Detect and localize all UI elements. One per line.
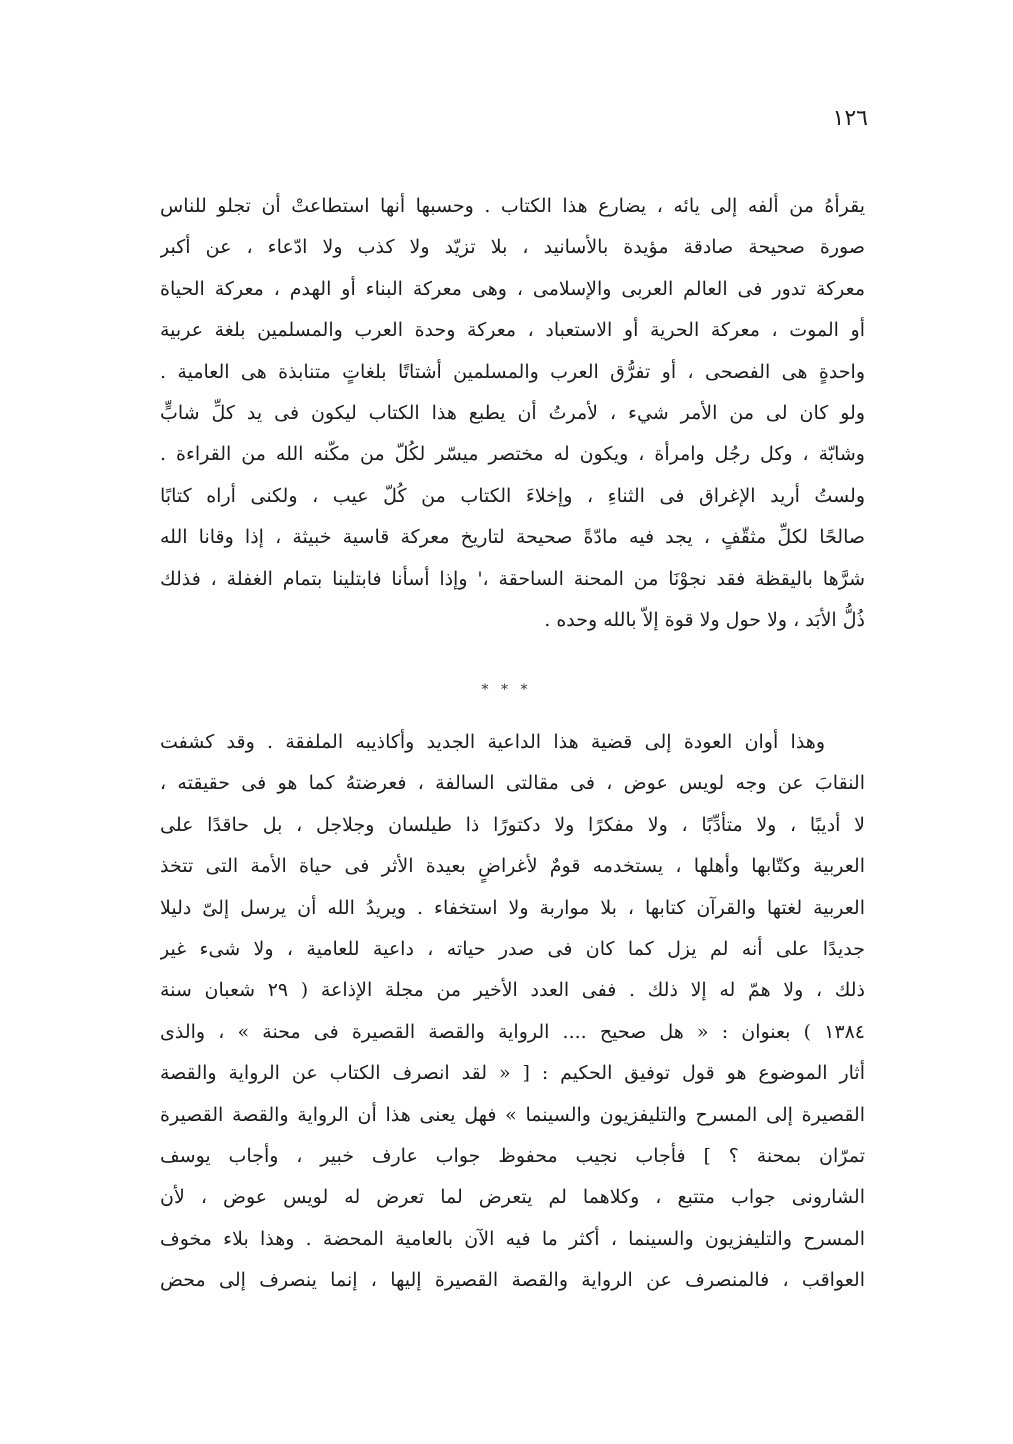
text-line: ذلك ، ولا همّ له إلا ذلك . ففى العدد الأخير من مجلة الإذاعة ( ٢٩ شعبان سنة [160,979,865,1002]
paragraph-1 [160,186,865,641]
text-line: لا أديبًا ، ولا متأدِّبًا ، ولا مفكرًا ولا دكتورًا ذا طيلسان وجلاجل ، بل حاقدًا على [160,813,865,836]
text-line: أثار الموضوع هو قول توفيق الحكيم : [ « لقد انصرف الكتاب عن الرواية والقصة [160,1062,865,1085]
text-line: صالحًا لكلِّ مثقّفٍ ، يجد فيه مادّةً صحيحة لتاريخ معركة قاسية خبيثة ، إذا وقانا الله [160,526,865,549]
text-line: جديدًا على أنه لم يزل كما كان فى صدر حياته ، داعية للعامية ، ولا شىء غير [160,937,865,960]
paragraph-2 [160,722,865,1301]
text-line: وشابّة ، وكل رجُل وامرأة ، ويكون له مختصر ميسّر لكُلّ من مكّنه الله من القراءة . [160,443,865,466]
text-line: وهذا أوان العودة إلى قضية هذا الداعية الجديد وأكاذيبه الملفقة . وقد كشفت [160,731,825,753]
text-line: شرَّها باليقظة فقد نجوْنَا من المحنة الساحقة ،' وإذا أسأنا فابتلينا بتمام الغفلة ، فذلك [160,567,865,590]
text-line: النقابَ عن وجه لويس عوض ، فى مقالتى السالفة ، فعرضتهُ كما هو فى حقيقته ، [160,772,865,795]
text-line: صورة صحيحة صادقة مؤيدة بالأسانيد ، بلا تزيّد ولا كذب ولا ادّعاء ، عن أكبر [160,236,865,259]
text-line: ذُلُّ الأبَد ، ولا حول ولا قوة إلاّ بالله وحده . [544,608,865,631]
text-line: العربية وكتّابها وأهلها ، يستخدمه قومٌ لأغراضٍ بعيدة الأثر فى حياة الأمة التى تتخذ [160,855,865,878]
text-line: القصيرة إلى المسرح والتليفزيون والسينما » فهل يعنى هذا أن الرواية والقصة القصيرة [160,1103,865,1126]
text-line: العربية لغتها والقرآن كتابها ، بلا مواربة ولا استخفاء . ويريدُ الله أن يرسل إلىّ دليلا [160,896,865,919]
section-separator: * * * [481,682,532,698]
text-line: المسرح والتليفزيون والسينما ، أكثر ما فيه الآن بالعامية المحضة . وهذا بلاء مخوف [160,1227,865,1250]
text-line: معركة تدور فى العالم العربى والإسلامى ، وهى معركة البناء أو الهدم ، معركة الحياة [160,277,865,300]
text-line: ولو كان لى من الأمر شيء ، لأمرتُ أن يطبع هذا الكتاب ليكون فى يد كلِّ شابٍّ [160,401,865,424]
text-line: الشارونى جواب متتبع ، وكلاهما لم يتعرض لما تعرض له لويس عوض ، لأن [160,1186,865,1209]
text-line: ١٣٨٤ ) بعنوان : « هل صحيح .... الرواية والقصة القصيرة فى محنة » ، والذى [160,1020,865,1043]
text-line: يقرأهُ من ألفه إلى يائه ، يضارع هذا الكتاب . وحسبها أنها استطاعتْ أن تجلو للناس [160,195,865,217]
text-line: واحدةٍ هى الفصحى ، أو تفرُّق العرب والمسلمين أشتاتًا بلغاتٍ متنابذة هى العامية . [160,360,865,383]
text-line: العواقب ، فالمنصرف عن الرواية والقصة القصيرة إليها ، إنما ينصرف إلى محض [160,1269,865,1292]
page-number: ١٢٦ [832,106,868,131]
text-line: أو الموت ، معركة الحرية أو الاستعباد ، معركة وحدة العرب والمسلمين بلغة عربية [160,319,865,342]
text-line: تمرّان بمحنة ؟ ] فأجاب نجيب محفوظ جواب عارف خبير ، وأجاب يوسف [160,1144,865,1167]
text-line: ولستُ أريد الإغراق فى الثناءِ ، وإخلاءَ الكتاب من كُلّ عيب ، ولكنى أراه كتابًا [160,484,865,507]
